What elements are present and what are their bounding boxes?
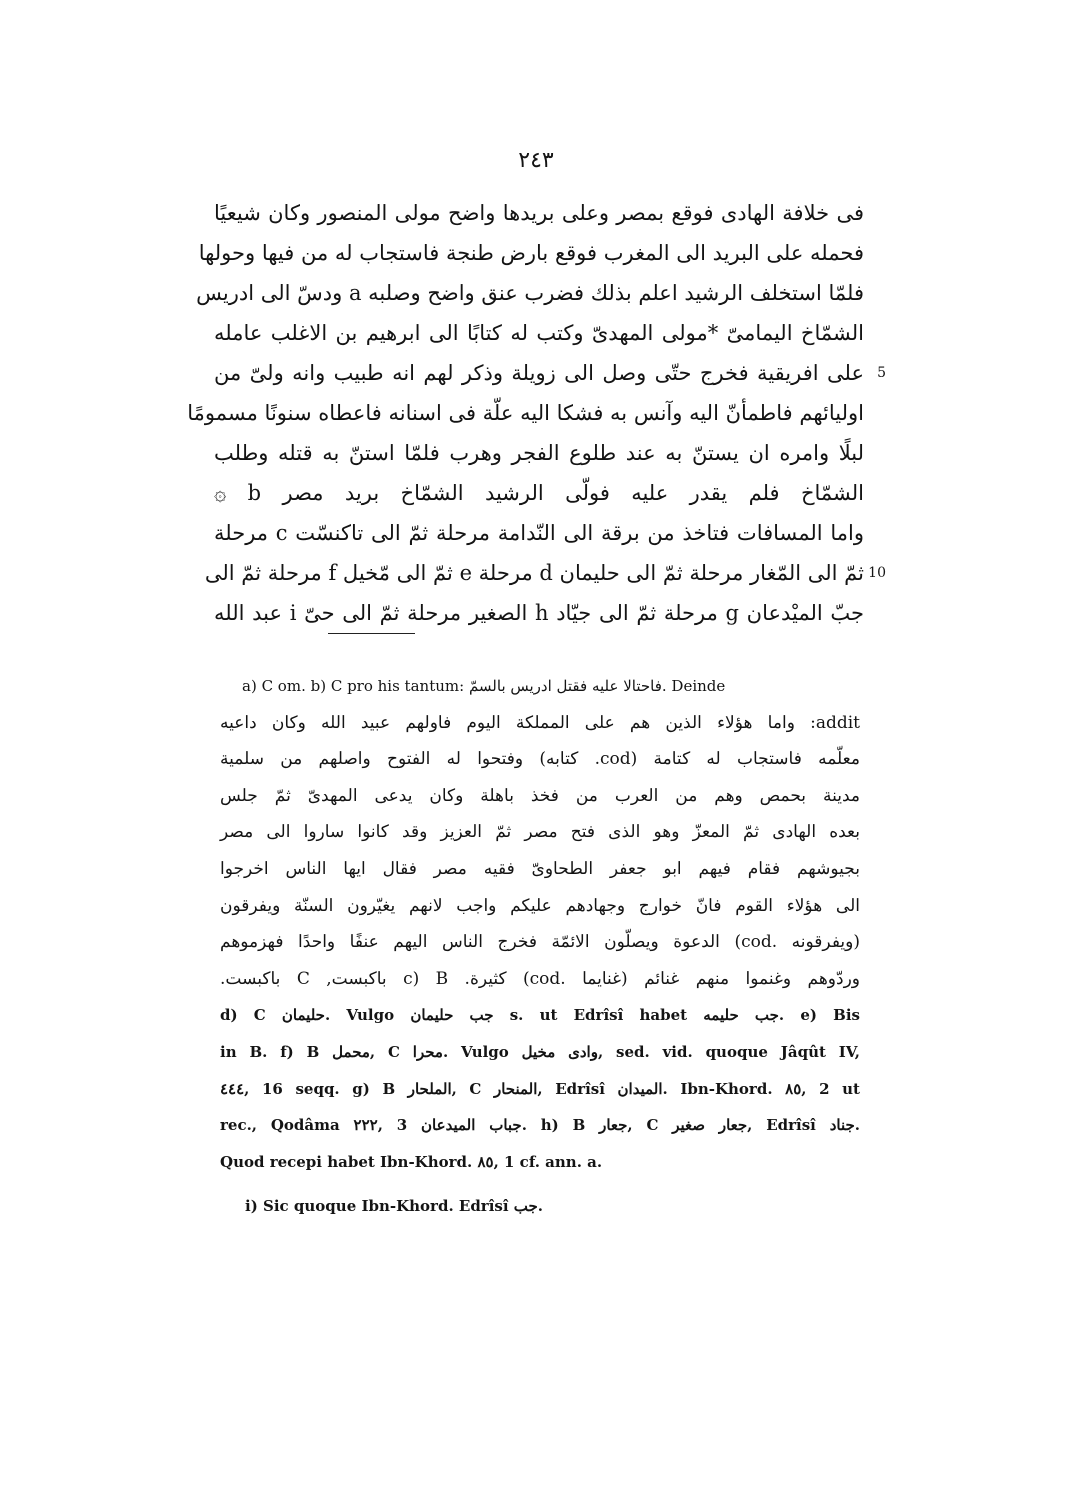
main-text-line-content: فحمله على البريد الى المغرب فوقع بارض طنجة فاستجاب له من فيها وحولها xyxy=(198,241,864,265)
footnote-line: بجيوشهم فقام فيهم ابو جعفر الطحاوىّ فقيه مصر فقال ايها الناس اخرجوا xyxy=(220,858,861,879)
footnote-line: وردّوهم وغنموا منهم غنائم (غنايما .cod) كثيرة. c) B باكبست, C باكبست. xyxy=(220,968,860,989)
footnote-line: rec., Qodâma ٢٢٢, 3 جباب الميدعان. h) B جعار, C جعار صغير, Edrîsî جناد. xyxy=(220,1116,861,1135)
main-text-line xyxy=(214,513,864,553)
main-text-line-content: فلمّا استخلف الرشيد اعلم بذلك فضرب عنق واضح وصلبه a ودسّ الى ادريس xyxy=(196,281,864,305)
footnote-line: Quod recepi habet Ibn-Khord. ٨٥, 1 cf. ann. a. xyxy=(220,1152,603,1171)
footnote-divider xyxy=(328,633,415,634)
main-text-line xyxy=(204,553,886,593)
footnote-line: بعده الهادى ثمّ المعزّ وهو الذى فتح مصر ثمّ العزيز وقد كانوا ساروا الى مصر xyxy=(220,822,860,843)
line-number: 5 xyxy=(877,365,886,381)
footnote-line: d) C حليمان. Vulgo جب حليمان s. ut Edrîsî habet جب حليمه. e) Bis xyxy=(220,1006,860,1025)
main-text-line-content: فى خلافة الهادى فوقع بمصر وعلى بريدها واضح مولى المنصور وكان شيعيًا xyxy=(214,201,864,225)
line-number: 10 xyxy=(868,565,886,581)
footnote-line: مدينة بحمص وهم من العرب من فخذ باهلة وكان يدعى المهدىّ ثمّ جلس xyxy=(220,785,860,806)
main-text-line xyxy=(214,353,886,393)
footnote-line: ٤٤٤, 16 seqq. g) B الملحار, C المنحار, Edrîsî الميدان. Ibn-Khord. ٨٥, 2 ut xyxy=(220,1079,860,1098)
main-text-line-content: جبّ الميْدعان g مرحلة ثمّ الى جيّاد h الصغير مرحلة ثمّ الى حىّ i عبد الله xyxy=(214,601,865,625)
main-text-line xyxy=(214,473,864,513)
footnote-line: الى هؤلاء القوم فانّ خوارج وجهادهم عليكم واجب لانهم يغيّرون السنّة ويفرقون xyxy=(220,895,860,916)
main-text-line-content: على افريقية فخرج حتّى وصل الى زويلة وذكر لهم انه طبيب وانه ولىّ من xyxy=(214,361,864,385)
main-text-line-content: ثمّ الى المّغار مرحلة ثمّ الى حليمان d مرحلة e ثمّ الى مّخيل f مرحلة ثمّ الى xyxy=(204,561,864,585)
main-text-line-content: الشمّاخ فلم يقدر عليه فولّى الرشيد الشمّاخ بريد مصر b ۞ xyxy=(214,481,865,505)
main-text-line xyxy=(214,593,864,633)
footnote-line: a) C om. b) C pro his tantum: فاحتالا عليه فقتل ادريس بالسمّ. Deinde xyxy=(242,677,726,695)
main-text-line-content: لبلًا وامره ان يستنّ به عند طلوع الفجر وهرب فلمّا استنّ به قتله وطلب xyxy=(214,441,864,465)
footnote-line: (ويفرقونه .cod) الدعوة ويصلّون الائمّة فخرج الناس اليهم عنفًا واحدًا فهزموهم xyxy=(220,932,860,953)
footnotes xyxy=(220,668,860,1225)
main-text-line xyxy=(214,313,864,353)
page-number: ٢٤٣ xyxy=(518,148,554,173)
main-text-line xyxy=(214,193,864,233)
main-text-line xyxy=(196,273,864,313)
main-text-line xyxy=(198,233,864,273)
main-text-line-content: واما المسافات فتاخذ من برقة الى النّدامة مرحلة ثمّ الى تاكنسّت c مرحلة xyxy=(214,521,864,545)
footnote-line: addit: واما هؤلاء الذين هم على المملكة اليوم فاولهم عبيد الله وكان داعيه xyxy=(220,712,860,733)
main-text-line-content: اوليائهم فاطمأنّ اليه وآنس به فشكا اليه علّة فى اسنانه فاعطاه سنونًا مسمومًا xyxy=(187,401,864,425)
footnote-line: معلّمه فاستجاب له كتامة (cod. كتابه) وفتحوا له الفتوح واصلهم من سلمية xyxy=(220,749,860,770)
main-text-line xyxy=(214,433,864,473)
main-text-line-content: الشمّاخ اليمامىّ *مولى المهدىّ وكتب له كتابًا الى ابرهيم بن الاغلب عامله xyxy=(214,321,864,345)
main-text xyxy=(187,193,886,633)
footnote-line: i) Sic quoque Ibn-Khord. Edrîsî جب. xyxy=(245,1197,544,1216)
footnote-line: in B. f) B محمل, C محرا. Vulgo وادى مخيل, sed. vid. quoque Jâqût IV, xyxy=(220,1042,861,1061)
main-text-line xyxy=(187,393,864,433)
